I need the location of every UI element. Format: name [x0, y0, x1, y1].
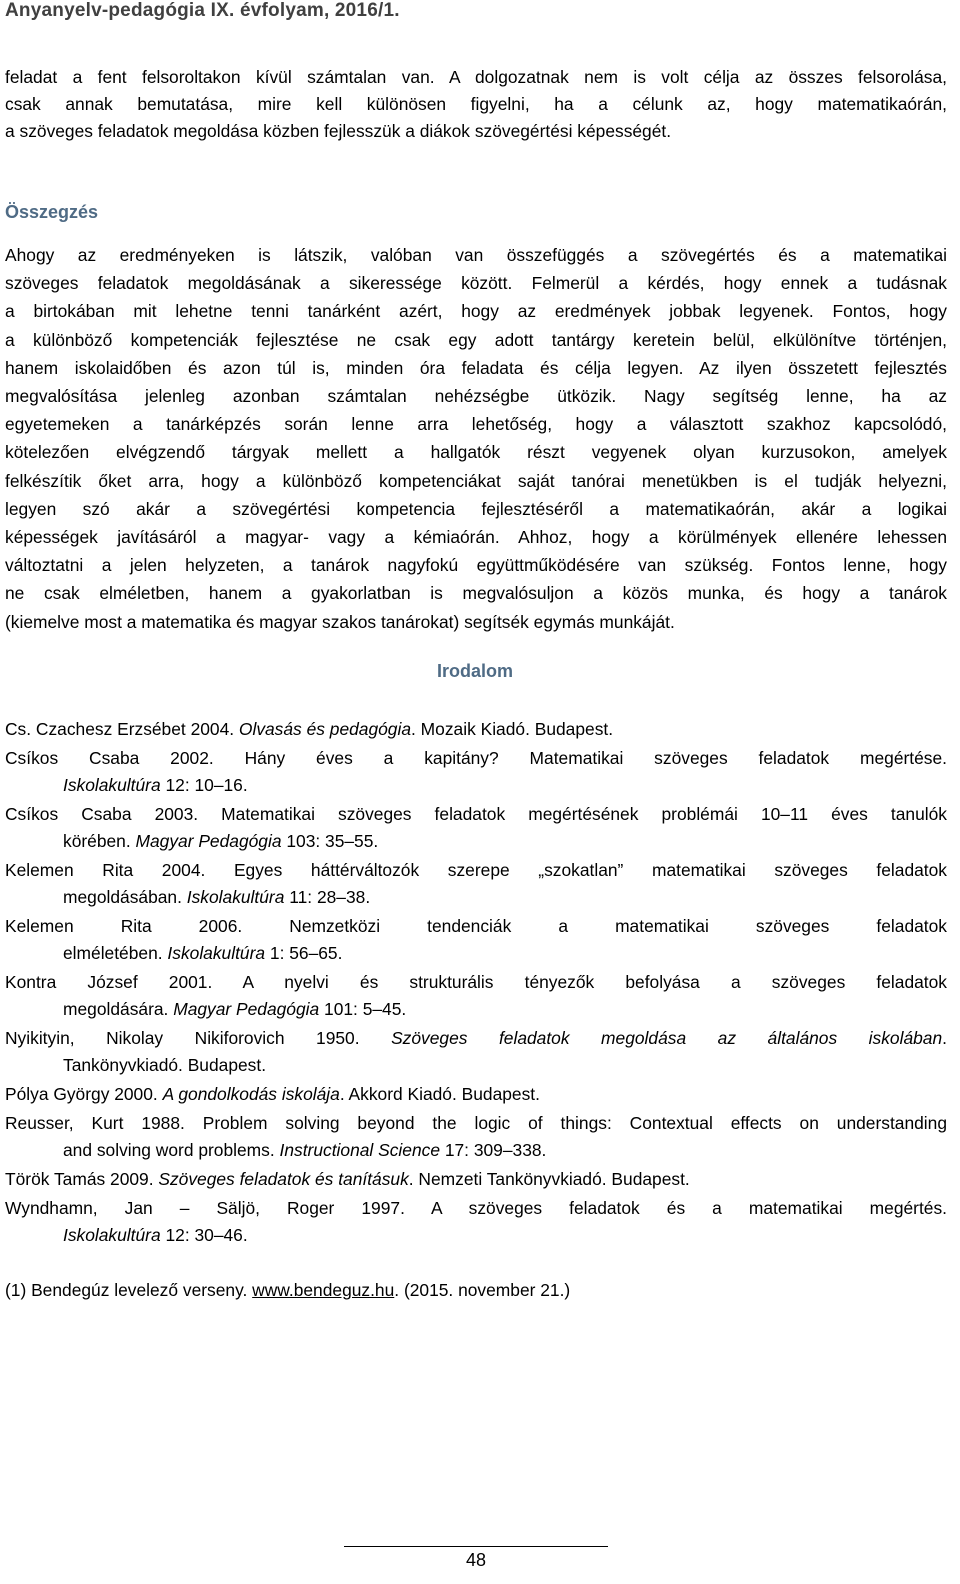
- section-heading-references: Irodalom: [436, 661, 513, 681]
- text-line: kötelezően elvégzendő tárgyak mellett a hallgatók részt vegyenek olyan kurzusokon, amelyek: [5, 442, 947, 463]
- reference-item: Kelemen Rita 2006. Nemzetközi tendenciák a matematikai szöveges feladatok elméletében. Iskolakultúra 1: 56–65.: [5, 916, 947, 963]
- text-line: szöveges feladatok megoldásának a sikeressége között. Felmerül a kérdés, hogy ennek a tudásnak: [5, 273, 947, 294]
- footnote: (1) Bendegúz levelező verseny. www.bendeguz.hu. (2015. november 21.): [5, 1280, 571, 1300]
- text-line: képességek javításáról a magyar- vagy a kémiaórán. Ahhoz, hogy a körülmények ellenére lehessen: [5, 527, 947, 548]
- reference-item: Nyikityin, Nikolay Nikiforovich 1950. Szöveges feladatok megoldása az általános iskolában. Tankönyvkiadó. Budapest.: [5, 1028, 947, 1075]
- text-line: csak annak bemutatása, mire kell különösen figyelni, ha a célunk az, hogy matematikaórán,: [5, 94, 947, 114]
- section-heading-summary: Összegzés: [5, 202, 99, 222]
- reference-item: Csíkos Csaba 2003. Matematikai szöveges feladatok megértésének problémái 10–11 éves tanulók körében. Magyar Pedagógia 103: 35–55.: [5, 804, 947, 851]
- text-line: feladat a fent felsoroltakon kívül számtalan van. A dolgozatnak nem is volt célja az összes felsorolása,: [5, 67, 947, 87]
- text-line: változtatni a jelen helyzeten, a tanárok nagyfokú együttműködésére van szükség. Fontos lenne, hogy: [5, 555, 947, 576]
- footnote-link[interactable]: www.bendeguz.hu: [252, 1280, 395, 1300]
- running-header: Anyanyelv-pedagógia IX. évfolyam, 2016/1.: [5, 0, 400, 21]
- reference-item: Kontra József 2001. A nyelvi és strukturális tényezők befolyása a szöveges feladatok megoldására. Magyar Pedagógia 101: 5–45.: [5, 972, 947, 1019]
- reference-item: Török Tamás 2009. Szöveges feladatok és tanításuk. Nemzeti Tankönyvkiadó. Budapest.: [5, 1169, 690, 1189]
- text-line: (kiemelve most a matematika és magyar szakos tanárokat) segítsék egymás munkáját.: [5, 611, 675, 632]
- text-line: megvalósítása jelenleg azonban számtalan nehézségbe ütközik. Nagy segítség lenne, ha az: [5, 386, 947, 407]
- text-line: a szöveges feladatok megoldása közben fejlesszük a diákok szövegértési képességét.: [5, 121, 672, 141]
- text-line: legyen szó akár a szövegértési kompetencia fejlesztéséről a matematikaórán, akár a logikai: [5, 498, 947, 519]
- intro-paragraph: [5, 64, 947, 145]
- summary-paragraph: [5, 241, 947, 636]
- reference-item: Kelemen Rita 2004. Egyes háttérváltozók szerepe „szokatlan” matematikai szöveges feladatok megoldásában. Iskolakultúra 11: 28–38.: [5, 860, 947, 907]
- reference-item: Cs. Czachesz Erzsébet 2004. Olvasás és pedagógia. Mozaik Kiadó. Budapest.: [5, 719, 614, 739]
- text-line: hanem iskolaidőben és azon túl is, minden óra feladata és célja legyen. Az ilyen összetett fejlesztés: [5, 357, 947, 378]
- reference-list: [5, 716, 947, 1251]
- reference-item: Pólya György 2000. A gondolkodás iskolája. Akkord Kiadó. Budapest.: [5, 1084, 540, 1104]
- text-line: felkészítik őket arra, hogy a különböző kompetenciákat saját tanórai menetükben is el tudják helyezni,: [5, 470, 947, 491]
- reference-item: Reusser, Kurt 1988. Problem solving beyond the logic of things: Contextual effects on understanding and solving word problems. Instructional Science 17: 309–338.: [5, 1113, 947, 1160]
- text-line: a különböző kompetenciák fejlesztése ne csak egy adott tantárgy keretein belül, elkülönítve történjen,: [5, 329, 947, 350]
- reference-item: Wyndhamn, Jan – Säljö, Roger 1997. A szöveges feladatok és a matematikai megértés. Iskolakultúra 12: 30–46.: [5, 1198, 947, 1245]
- page-number: 48: [465, 1550, 487, 1570]
- text-line: ne csak elméletben, hanem a gyakorlatban is megvalósuljon a közös munka, és hogy a tanárok: [5, 583, 947, 604]
- text-line: egyetemeken a tanárképzés során lenne arra lehetőség, hogy a választott szakhoz kapcsolódó,: [5, 414, 947, 435]
- reference-item: Csíkos Csaba 2002. Hány éves a kapitány? Matematikai szöveges feladatok megértése. Iskolakultúra 12: 10–16.: [5, 748, 947, 795]
- text-line: a birtokában mit lehetne tenni tanárként azért, hogy az eredmények jobbak legyenek. Fontos, hogy: [5, 301, 947, 322]
- footer-rule: [344, 1546, 608, 1547]
- text-line: Ahogy az eredményeken is látszik, valóban van összefüggés a szövegértés és a matematikai: [5, 245, 947, 265]
